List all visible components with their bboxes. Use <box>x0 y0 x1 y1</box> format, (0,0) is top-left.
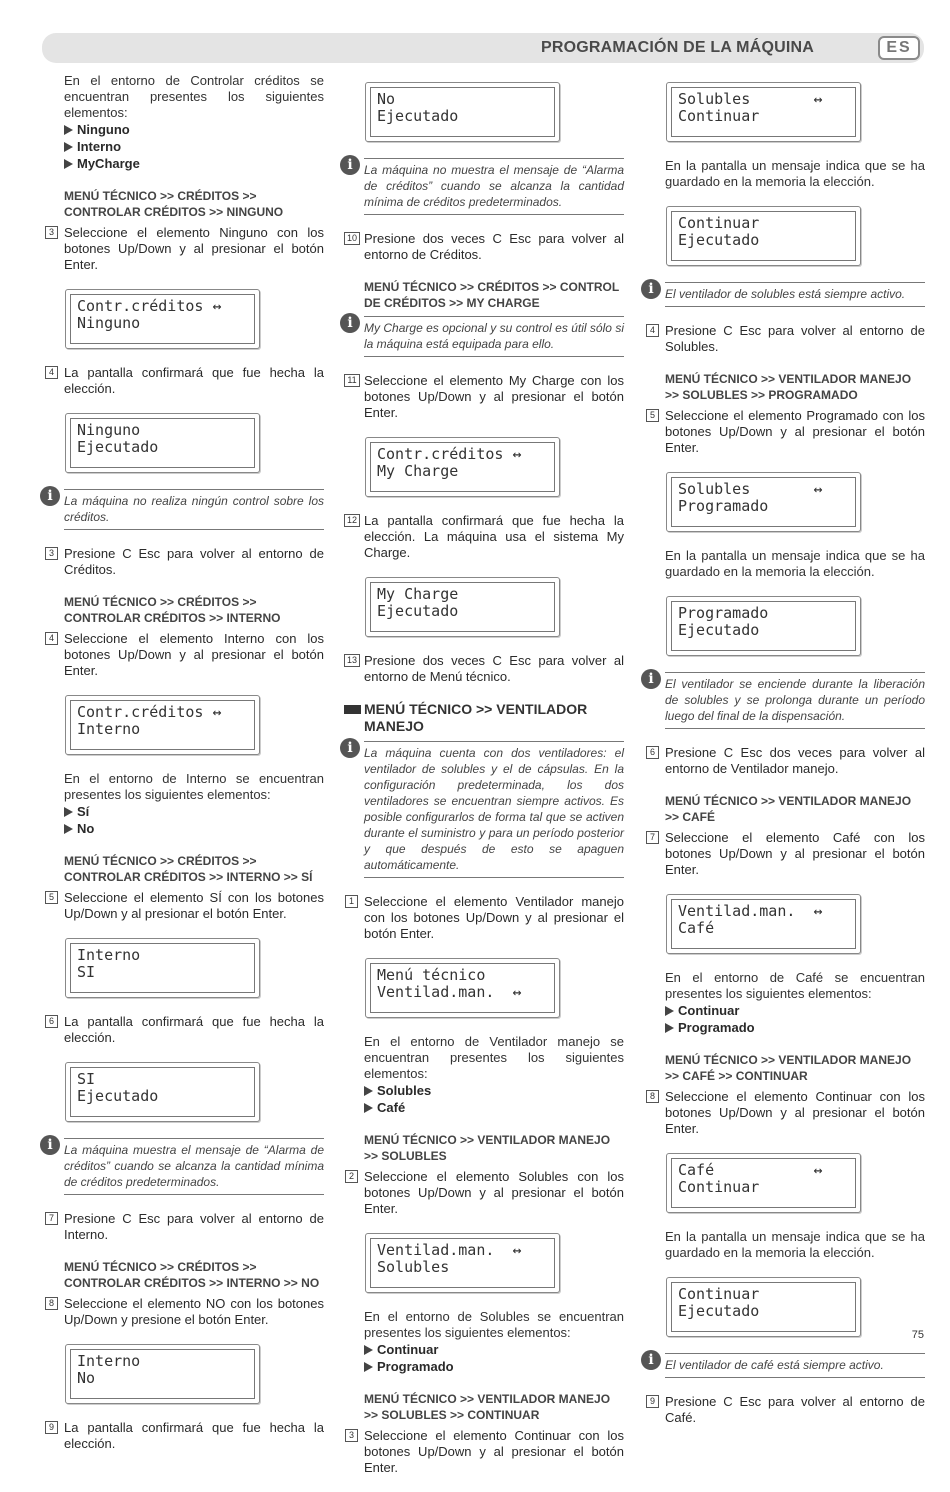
section-heading: MENÚ TÉCNICO >> VENTILADOR MANEJO >> CAFÉ <box>665 794 912 824</box>
step-text: Presione C Esc para volver al entorno de Café. <box>665 1394 925 1425</box>
step-text: Presione C Esc dos veces para volver al entorno de Ventilador manejo. <box>665 745 925 776</box>
lcd-display <box>666 1153 861 1213</box>
lcd-text: Menú técnico Ventilad.man. ↔ <box>370 963 555 1013</box>
step-number: 7 <box>45 1212 58 1225</box>
info-icon: i <box>340 155 360 175</box>
step <box>44 1296 324 1328</box>
step <box>344 894 624 942</box>
section-heading: MENÚ TÉCNICO >> CRÉDITOS >> CONTROLAR CRÉDITOS >> INTERNO >> NO <box>64 1260 320 1290</box>
intro-paragraph: En el entorno de Controlar créditos se encuentran presentes los siguientes elementos: <box>64 73 324 120</box>
step-text: Seleccione el elemento Ventilador manejo con los botones Up/Down y al presionar el botón Enter. <box>364 894 624 941</box>
info-icon: i <box>40 486 60 506</box>
lcd-text: Contr.créditos ↔ Interno <box>70 700 255 750</box>
step-text: La pantalla confirmará que fue hecha la elección. <box>64 1014 324 1045</box>
lcd-text: Continuar Ejecutado <box>671 211 856 261</box>
step <box>44 225 324 273</box>
step <box>44 1014 324 1046</box>
lcd-text: Ninguno Ejecutado <box>70 418 255 468</box>
lcd-display <box>666 472 861 532</box>
info-note <box>645 1353 925 1378</box>
info-icon: i <box>641 669 661 689</box>
step-number: 9 <box>45 1421 58 1434</box>
step <box>344 231 624 263</box>
info-note <box>44 489 324 530</box>
bullet-item: Continuar <box>665 1003 925 1019</box>
bullet-item: No <box>64 821 324 837</box>
info-text: My Charge es opcional y su control es útil sólo si la máquina está equipada para ello. <box>364 316 624 357</box>
info-icon: i <box>340 313 360 333</box>
lcd-display <box>365 82 560 142</box>
step <box>645 745 925 777</box>
step-text: Seleccione el elemento Interno con los botones Up/Down y al presionar el botón Enter. <box>64 631 324 678</box>
step-number: 1 <box>345 895 358 908</box>
bullet-item: Ninguno <box>64 122 324 138</box>
step-text: Seleccione el elemento Continuar con los botones Up/Down y al presionar el botón Enter. <box>665 1089 925 1136</box>
section-title <box>344 701 624 735</box>
section-heading: MENÚ TÉCNICO >> CRÉDITOS >> CONTROLAR CRÉDITOS >> INTERNO <box>64 595 281 625</box>
lcd-display <box>65 695 260 755</box>
step <box>44 1211 324 1243</box>
lcd-display <box>65 413 260 473</box>
step-text: Presione C Esc para volver al entorno de Solubles. <box>665 323 925 354</box>
section-heading: MENÚ TÉCNICO >> CRÉDITOS >> CONTROL DE CRÉDITOS >> MY CHARGE <box>364 280 619 310</box>
lcd-display <box>365 437 560 497</box>
lcd-text: Ventilad.man. ↔ Solubles <box>370 1238 555 1288</box>
step-text: Presione C Esc para volver al entorno de Créditos. <box>64 546 324 577</box>
page-number: 75 <box>911 1329 924 1341</box>
step-number: 11 <box>344 374 360 387</box>
step <box>44 631 324 679</box>
lcd-display <box>666 894 861 954</box>
info-text: El ventilador de café está siempre activo. <box>665 1353 925 1378</box>
step-number: 8 <box>45 1297 58 1310</box>
step-text: La pantalla confirmará que fue hecha la elección. La máquina usa el sistema My Charge. <box>364 513 624 560</box>
step-text: Seleccione el elemento SÍ con los botones Up/Down y al presionar el botón Enter. <box>64 890 324 921</box>
info-icon: i <box>641 1350 661 1370</box>
bullet-item: Programado <box>665 1020 925 1036</box>
step-text: La pantalla confirmará que fue hecha la elección. <box>64 1420 324 1451</box>
lcd-text: Interno SI <box>70 943 255 993</box>
step-number: 3 <box>45 547 58 560</box>
section-heading: MENÚ TÉCNICO >> VENTILADOR MANEJO >> SOLUBLES >> PROGRAMADO <box>665 372 912 402</box>
bullet-item: Café <box>364 1100 624 1116</box>
paragraph: En el entorno de Café se encuentran presentes los siguientes elementos: <box>665 970 925 1001</box>
info-icon: i <box>641 279 661 299</box>
section-heading: MENÚ TÉCNICO >> VENTILADOR MANEJO >> CAFÉ >> CONTINUAR <box>665 1053 912 1083</box>
step-number: 5 <box>45 891 58 904</box>
lcd-display <box>65 938 260 998</box>
lcd-display <box>65 1062 260 1122</box>
step-number: 8 <box>646 1090 659 1103</box>
column-2 <box>344 82 624 1492</box>
step-number: 7 <box>646 831 659 844</box>
step-number: 3 <box>345 1429 358 1442</box>
column-1 <box>44 73 324 1468</box>
page-title: PROGRAMACIÓN DE LA MÁQUINA <box>540 39 814 56</box>
step-number: 6 <box>646 746 659 759</box>
info-text: La máquina cuenta con dos ventiladores: el ventilador de solubles y el de cápsulas. En la configuración predeterminada, los dos ventiladores se encuentran siempre activos. Es posible configurarlos de forma tal que se activen durante el suministro y para un período posterior y que después de esto se apaguen automáticamente. <box>364 741 624 878</box>
lcd-text: Solubles ↔ Programado <box>671 477 856 527</box>
lcd-display <box>365 958 560 1018</box>
info-note <box>344 158 624 215</box>
step-text: Presione dos veces C Esc para volver al entorno de Créditos. <box>364 231 624 262</box>
step <box>344 1428 624 1476</box>
section-heading: MENÚ TÉCNICO >> CRÉDITOS >> CONTROLAR CRÉDITOS >> NINGUNO <box>64 189 284 219</box>
info-note <box>44 1138 324 1195</box>
bullet-item: Solubles <box>364 1083 624 1099</box>
lcd-text: No Ejecutado <box>370 87 555 137</box>
step-text: Seleccione el elemento Ninguno con los botones Up/Down y al presionar el botón Enter. <box>64 225 324 272</box>
step-text: La pantalla confirmará que fue hecha la elección. <box>64 365 324 396</box>
lcd-display <box>666 1277 861 1337</box>
step <box>44 365 324 397</box>
step <box>645 1089 925 1137</box>
paragraph: En la pantalla un mensaje indica que se ha guardado en la memoria la elección. <box>665 158 925 189</box>
lcd-display <box>65 1344 260 1404</box>
lcd-text: Contr.créditos ↔ My Charge <box>370 442 555 492</box>
step-number: 2 <box>345 1170 358 1183</box>
step <box>44 546 324 578</box>
section-heading: MENÚ TÉCNICO >> VENTILADOR MANEJO >> SOLUBLES >> CONTINUAR <box>364 1392 611 1422</box>
info-note <box>645 282 925 307</box>
step-number: 12 <box>344 514 360 527</box>
step <box>645 323 925 355</box>
info-text: El ventilador de solubles está siempre activo. <box>665 282 925 307</box>
lcd-text: Ventilad.man. ↔ Café <box>671 899 856 949</box>
step-number: 13 <box>344 654 360 667</box>
step-text: Presione C Esc para volver al entorno de Interno. <box>64 1211 324 1242</box>
step <box>344 513 624 561</box>
step <box>44 890 324 922</box>
step-number: 4 <box>45 632 58 645</box>
lcd-display <box>65 289 260 349</box>
step-number: 5 <box>646 409 659 422</box>
step <box>344 373 624 421</box>
section-heading: MENÚ TÉCNICO >> CRÉDITOS >> CONTROLAR CRÉDITOS >> INTERNO >> SÍ <box>64 854 313 884</box>
bullet-item: Interno <box>64 139 324 155</box>
info-text: El ventilador se enciende durante la liberación de solubles y se prolonga durante un período luego del final de la dispensación. <box>665 672 925 729</box>
step-text: Seleccione el elemento Programado con los botones Up/Down y al presionar el botón Enter. <box>665 408 925 455</box>
step-text: Seleccione el elemento Solubles con los botones Up/Down y al presionar el botón Enter. <box>364 1169 624 1216</box>
step-number: 9 <box>646 1395 659 1408</box>
paragraph: En la pantalla un mensaje indica que se ha guardado en la memoria la elección. <box>665 1229 925 1260</box>
info-text: La máquina no muestra el mensaje de “Alarma de créditos” cuando se alcanza la cantidad mínima de créditos predeterminados. <box>364 158 624 215</box>
step-number: 4 <box>45 366 58 379</box>
info-icon: i <box>340 738 360 758</box>
paragraph: En la pantalla un mensaje indica que se ha guardado en la memoria la elección. <box>665 548 925 579</box>
step-text: Presione dos veces C Esc para volver al entorno de Menú técnico. <box>364 653 624 684</box>
paragraph: En el entorno de Interno se encuentran presentes los siguientes elementos: <box>64 771 324 802</box>
column-3 <box>645 82 925 1442</box>
lcd-text: SI Ejecutado <box>70 1067 255 1117</box>
paragraph: En el entorno de Solubles se encuentran presentes los siguientes elementos: <box>364 1309 624 1340</box>
lcd-text: Solubles ↔ Continuar <box>671 87 856 137</box>
info-icon: i <box>40 1135 60 1155</box>
step-number: 3 <box>45 226 58 239</box>
paragraph: En el entorno de Ventilador manejo se encuentran presentes los siguientes elementos: <box>364 1034 624 1081</box>
section-marker <box>344 705 361 714</box>
bullet-item: Sí <box>64 804 324 820</box>
lcd-display <box>365 577 560 637</box>
lcd-display <box>365 1233 560 1293</box>
bullet-item: Continuar <box>364 1342 624 1358</box>
step <box>344 653 624 685</box>
step <box>344 1169 624 1217</box>
step-number: 10 <box>344 232 360 245</box>
lcd-display <box>666 596 861 656</box>
section-heading: MENÚ TÉCNICO >> VENTILADOR MANEJO >> SOLUBLES <box>364 1133 611 1163</box>
step-number: 6 <box>45 1015 58 1028</box>
step <box>645 408 925 456</box>
step-number: 4 <box>646 324 659 337</box>
lcd-text: Café ↔ Continuar <box>671 1158 856 1208</box>
info-note <box>645 672 925 729</box>
step-text: Seleccione el elemento My Charge con los botones Up/Down y al presionar el botón Enter. <box>364 373 624 420</box>
language-badge: ES <box>878 36 920 60</box>
lcd-text: Programado Ejecutado <box>671 601 856 651</box>
lcd-display <box>666 206 861 266</box>
info-note <box>344 316 624 357</box>
page-header <box>42 33 924 63</box>
lcd-text: Contr.créditos ↔ Ninguno <box>70 294 255 344</box>
lcd-text: Interno No <box>70 1349 255 1399</box>
info-text: La máquina no realiza ningún control sobre los créditos. <box>64 489 324 530</box>
step <box>645 830 925 878</box>
info-note <box>344 741 624 878</box>
step <box>645 1394 925 1426</box>
step <box>44 1420 324 1452</box>
lcd-text: My Charge Ejecutado <box>370 582 555 632</box>
step-text: Seleccione el elemento NO con los botones Up/Down y presione el botón Enter. <box>64 1296 324 1327</box>
step-text: Seleccione el elemento Continuar con los botones Up/Down y al presionar el botón Enter. <box>364 1428 624 1475</box>
bullet-item: MyCharge <box>64 156 324 172</box>
section-title-text: MENÚ TÉCNICO >> VENTILADOR MANEJO <box>364 701 588 734</box>
lcd-display <box>666 82 861 142</box>
info-text: La máquina muestra el mensaje de “Alarma de créditos” cuando se alcanza la cantidad mínima de créditos predeterminados. <box>64 1138 324 1195</box>
lcd-text: Continuar Ejecutado <box>671 1282 856 1332</box>
bullet-item: Programado <box>364 1359 624 1375</box>
step-text: Seleccione el elemento Café con los botones Up/Down y al presionar el botón Enter. <box>665 830 925 877</box>
